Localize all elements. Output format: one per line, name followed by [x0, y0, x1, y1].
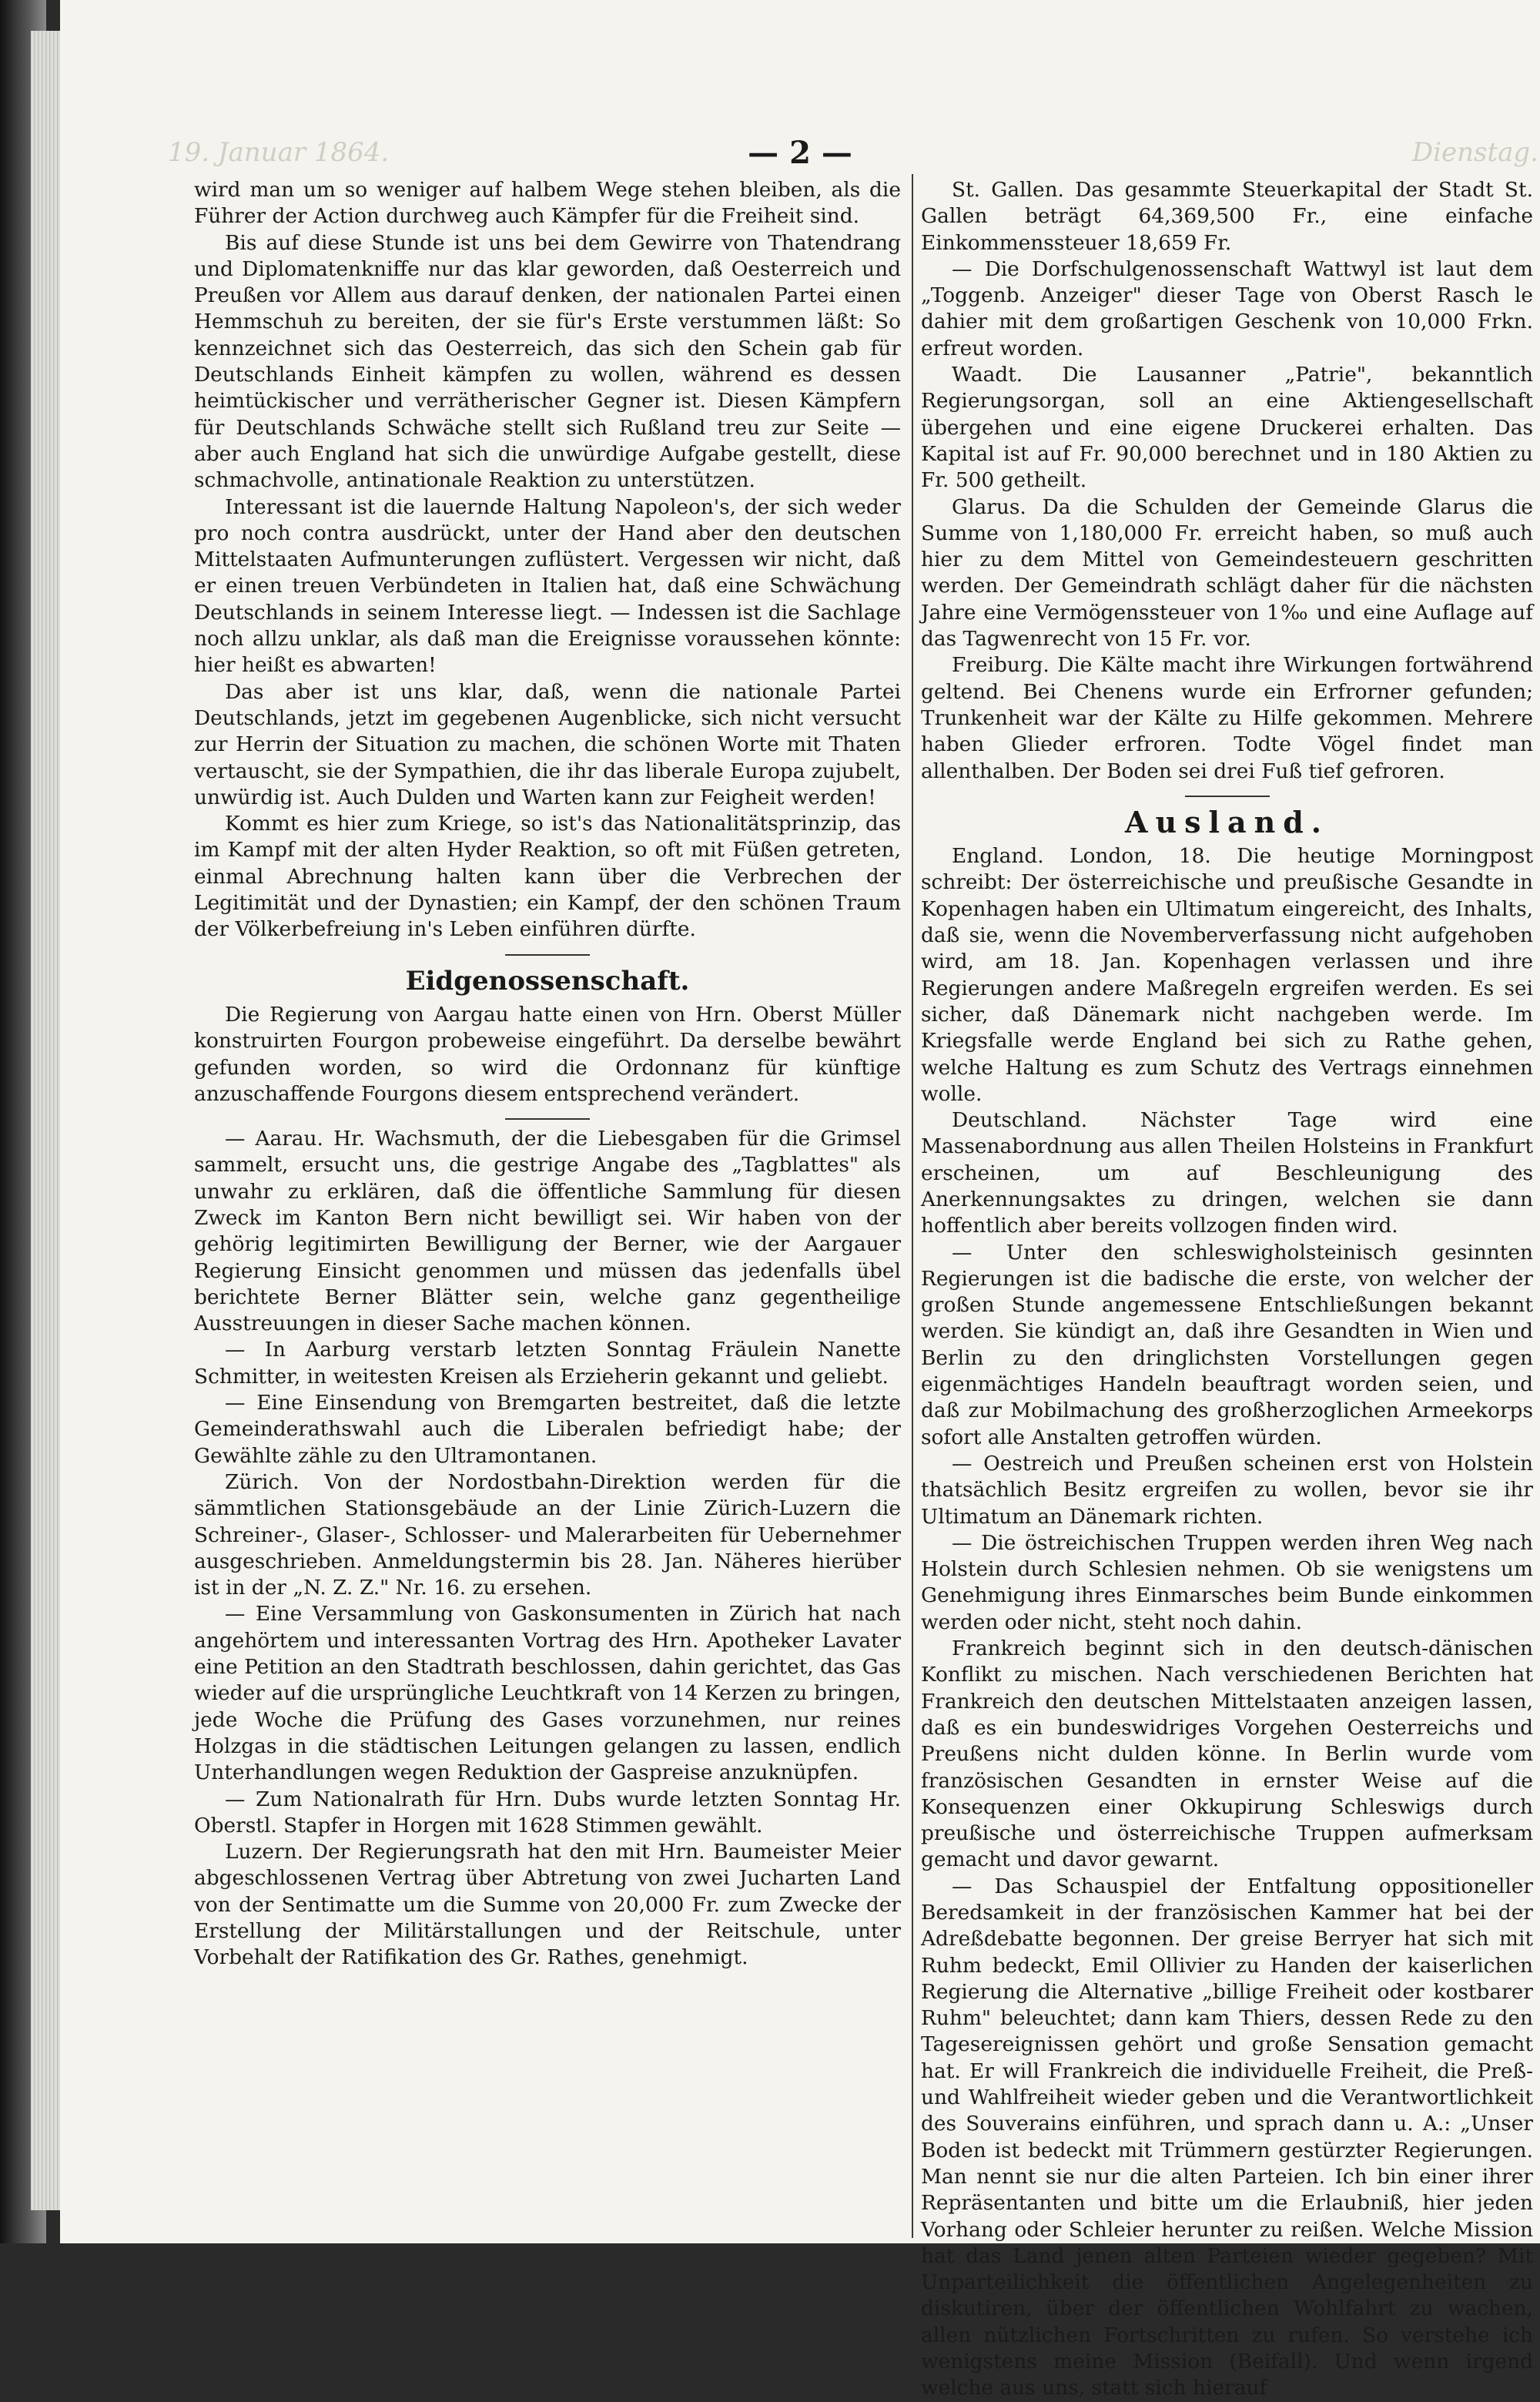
news-item-zuerich: Zürich. Von der Nordostbahn-Direktion werden für die sämmtlichen Stationsgebäude an der Linie Zürich-Luzern die Schreiner-, Glaser-, Schlosser- und Malerarbeiten für Uebernehmer ausgeschrieben. Anmeldungstermin bis 28. Jan. Näheres hierüber ist in der „N. Z. Z." Nr. 16. zu ersehen. [194, 1469, 901, 1600]
newspaper-page [60, 0, 1540, 2400]
news-item-truppen: — Die östreichischen Truppen werden ihren Weg nach Holstein durch Schlesien nehmen. Ob sie wenigstens um Genehmigung ihres Einmarsches beim Bunde einkommen werden oder nicht, steht noch dahin. [921, 1530, 1533, 1634]
news-item-kammer: — Das Schauspiel der Entfaltung oppositioneller Beredsamkeit in der französischen Kammer hat bei der Adreßdebatte begonnen. Der greise Berryer hat sich mit Ruhm bedeckt, Emil Ollivier zu Handen der kaiserlichen Regierung die Alternative „billige Freiheit oder kostbarer Ruhm" beleuchtet; dann kam Thiers, dessen Rede zu den Tagesereignissen gehört und große Sensation gemacht hat. Er will Frankreich die individuelle Freiheit, die Preß- und Wahlfreiheit wieder geben und die Verantwortlichkeit des Souverains einführen, und sprach dann u. A.: „Unser Boden ist bedeckt mit Trümmern gestürzter Regierungen. Man nennt sie nur die alten Parteien. Ich bin einer ihrer Repräsentanten und bitte um die Erlaubniß, hier jeden Vorhang oder Schleier herunter zu reißen. Welche Mission hat das Land jenen alten Parteien wieder gegeben? Mit Unparteilichkeit die öffentlichen Angelegenheiten zu diskutiren, über der öffentlichen Wohlfahrt zu wachen, allen nützlichen Fortschritten zu rufen. So verstehe ich wenigstens meine Mission (Beifall). Und wenn irgend welche aus uns, statt sich hierauf [921, 1874, 1533, 2400]
news-item-england: England. London, 18. Die heutige Morningpost schreibt: Der österreichische und preußische Gesandte in Kopenhagen haben ein Ultimatum eingereicht, des Inhalts, daß sie, wenn die Novemberverfassung nicht aufgehoben wird, am 18. Jan. Kopenhagen verlassen und ihre Regierungen andere Maßregeln ergreifen werden. Es sei sicher, daß Dänemark nicht nachgeben werde. Im Kriegsfalle werde England bei sich zu Rathe gehen, welche Haltung es zum Schutz des Vertrags einnehmen wolle. [921, 844, 1533, 1106]
news-item-frankreich: Frankreich beginnt sich in den deutsch-dänischen Konflikt zu mischen. Nach verschiedenen Berichten hat Frankreich den deutschen Mittelstaaten anzeigen lassen, daß es ein bundeswidriges Vorgehen Oesterreichs und Preußens nicht dulden könne. In Berlin wurde vom französischen Gesandten in ernster Weise auf die Konsequenzen einer Okkupirung Schleswigs durch preußische und österreichische Truppen aufmerksam gemacht und davor gewarnt. [921, 1637, 1533, 1872]
news-item-wattwyl: — Die Dorfschulgenossenschaft Wattwyl ist laut dem „Toggenb. Anzeiger" dieser Tage von Oberst Rasch le dahier mit dem großartigen Geschenk von 10,000 Frkn. erfreut worden. [921, 256, 1533, 360]
ghost-weekday: Dienstag. [1411, 137, 1538, 168]
right-column [921, 177, 1533, 2402]
news-item-glarus: Glarus. Da die Schulden der Gemeinde Glarus die Summe von 1,180,000 Fr. erreicht haben, so muß auch hier zu dem Mittel von Gemeindesteuern geschritten werden. Der Gemeindrath schlägt daher für die nächsten Jahre eine Vermögenssteuer von 1‰ und eine Auflage auf das Tagwenrecht von 15 Fr. vor. [921, 494, 1533, 652]
news-item-aarburg: — In Aarburg verstarb letzten Sonntag Fräulein Nanette Schmitter, in weitesten Kreisen als Erzieherin gekannt und geliebt. [194, 1338, 901, 1389]
left-column [194, 177, 901, 1972]
article-paragraph: Bis auf diese Stunde ist uns bei dem Gewirre von Thatendrang und Diplomatenkniffe nur das klar geworden, daß Oesterreich und Preußen vor Allem aus darauf denken, der nationalen Partei einen Hemmschuh zu bereiten, der sie für's Erste verstummen läßt: So kennzeichnet sich das Oesterreich, das sich den Schein gab für Deutschlands Einheit kämpfen zu wollen, während es dessen heimtückischer und verrätherischer Gegner ist. Diesen Kämpfern für Deutschlands Schwäche stellt sich Rußland treu zur Seite — aber auch England hat sich die unwürdige Aufgabe gestellt, diese schmachvolle, antinationale Reaktion zu unterstützen. [194, 230, 901, 493]
news-item-waadt: Waadt. Die Lausanner „Patrie", bekanntlich Regierungsorgan, soll an eine Aktiengesellschaft übergehen und eine eigene Druckerei erhalten. Das Kapital ist auf Fr. 90,000 berechnet und in 180 Aktien zu Fr. 500 getheilt. [921, 363, 1533, 493]
news-item-gas: — Eine Versammlung von Gaskonsumenten in Zürich hat nach angehörtem und interessanten Vortrag des Hrn. Apotheker Lavater eine Petition an den Stadtrath beschlossen, dahin gerichtet, das Gas wieder auf die ursprüngliche Leuchtkraft von 14 Kerzen zu bringen, jede Woche die Prüfung des Gases vorzunehmen, nur reines Holzgas in die städtischen Leitungen gelangen zu lassen, endlich Unterhandlungen wegen Reduktion der Gaspreise anzuknüpfen. [194, 1602, 901, 1785]
item-rule [505, 1118, 590, 1120]
section-rule [1185, 796, 1270, 797]
section-title-ausland: Ausland. [1125, 804, 1329, 839]
section-title-eidgenossenschaft: Eidgenossenschaft. [405, 965, 690, 997]
news-item-aarau: — Aarau. Hr. Wachsmuth, der die Liebesgaben für die Grimsel sammelt, ersucht uns, die gestrige Angabe des „Tagblattes" als unwahr zu erklären, daß die öffentliche Sammlung für diesen Zweck im Kanton Bern nicht bewilligt sei. Wir haben von der gehörig legitimirten Bewilligung der Berner, wie der Aargauer Regierung Einsicht genommen und müssen das jedenfalls übel berichtete Berner Blätter sein, welche ganz gegentheilige Ausstreuungen in dieser Sache machen können. [194, 1127, 901, 1336]
section-rule [505, 954, 590, 956]
news-item-nationalrath: — Zum Nationalrath für Hrn. Dubs wurde letzten Sonntag Hr. Oberstl. Stapfer in Horgen mit 1628 Stimmen gewählt. [194, 1787, 901, 1838]
article-paragraph: Das aber ist uns klar, daß, wenn die nationale Partei Deutschlands, jetzt im gegebenen Augenblicke, sich nicht versucht zur Herrin der Situation zu machen, die schönen Worte mit Thaten vertauscht, sie der Sympathien, die ihr das liberale Europa zujubelt, unwürdig ist. Auch Dulden und Warten kann zur Feigheit werden! [194, 679, 901, 809]
book-page-edges [31, 31, 62, 2210]
article-paragraph: Interessant ist die lauernde Haltung Napoleon's, der sich weder pro noch contra ausdrückt, unter der Hand aber den deutschen Mittelstaaten Aufmunterungen zuflüstert. Vergessen wir nicht, daß er einen treuen Verbündeten in Italien hat, daß eine Schwächung Deutschlands in seinem Interesse liegt. — Indessen ist die Sachlage noch allzu unklar, als daß man die Ereignisse voraussehen könnte: hier heißt es abwarten! [194, 494, 901, 678]
ghost-date: 19. Januar 1864. [168, 137, 390, 168]
news-item-deutschland: Deutschland. Nächster Tage wird eine Massenabordnung aus allen Theilen Holsteins in Frankfurt erscheinen, um auf Beschleunigung des Anerkennungsaktes zu dringen, welchen sie dann hoffentlich aber bereits vollzogen finden wird. [921, 1108, 1533, 1238]
news-item-oestreich-preussen: — Oestreich und Preußen scheinen erst von Holstein thatsächlich Besitz ergreifen zu wollen, bevor sie ihr Ultimatum an Dänemark richten. [921, 1451, 1533, 1529]
news-item-bremgarten: — Eine Einsendung von Bremgarten bestreitet, daß die letzte Gemeinderathswahl auch die Liberalen befriedigt habe; der Gewählte zähle zu den Ultramontanen. [194, 1391, 901, 1468]
column-divider [912, 174, 913, 2238]
article-paragraph: wird man um so weniger auf halbem Wege stehen bleiben, als die Führer der Action durchweg auch Kämpfer für die Freiheit sind. [194, 178, 901, 229]
news-item-baden: — Unter den schleswigholsteinisch gesinnten Regierungen ist die badische die erste, von welcher der großen Stunde angemessene Entschließungen bekannt werden. Sie kündigt an, daß ihre Gesandten in Wien und Berlin zu den dringlichsten Vorstellungen gegen eigenmächtiges Handeln beauftragt worden seien, und daß zur Mobilmachung des großherzoglichen Armeekorps sofort alle Anstalten getroffen würden. [921, 1240, 1533, 1449]
news-item-st-gallen: St. Gallen. Das gesammte Steuerkapital der Stadt St. Gallen beträgt 64,369,500 Fr., eine einfache Einkommenssteuer 18,659 Fr. [921, 178, 1533, 255]
news-item: Die Regierung von Aargau hatte einen von Hrn. Oberst Müller konstruirten Fourgon probeweise eingeführt. Da derselbe bewährt gefunden worden, so wird die Ordonnanz für künftige anzuschaffende Fourgons diesem entsprechend verändert. [194, 1002, 901, 1106]
news-item-freiburg: Freiburg. Die Kälte macht ihre Wirkungen fortwährend geltend. Bei Chenens wurde ein Erfrorner gefunden; Trunkenheit war der Kälte zu Hilfe gekommen. Mehrere haben Glieder erfroren. Todte Vögel findet man allenthalben. Der Boden sei drei Fuß tief gefroren. [921, 653, 1533, 783]
news-item-luzern: Luzern. Der Regierungsrath hat den mit Hrn. Baumeister Meier abgeschlossenen Vertrag über Abtretung von zwei Jucharten Land von der Sentimatte um die Summe von 20,000 Fr. zum Zwecke der Erstellung der Militärstallungen und der Reitschule, unter Vorbehalt der Ratifikation des Gr. Rathes, genehmigt. [194, 1840, 901, 1970]
article-paragraph: Kommt es hier zum Kriege, so ist's das Nationalitätsprinzip, das im Kampf mit der alten Hyder Reaktion, so oft mit Füßen getreten, einmal Abrechnung halten kann über die Verbrechen der Legitimität und der Dynastien; ein Kampf, der den schönen Traum der Völkerbefreiung in's Leben einführen dürfte. [194, 812, 901, 942]
page-number: — 2 — [748, 135, 852, 171]
